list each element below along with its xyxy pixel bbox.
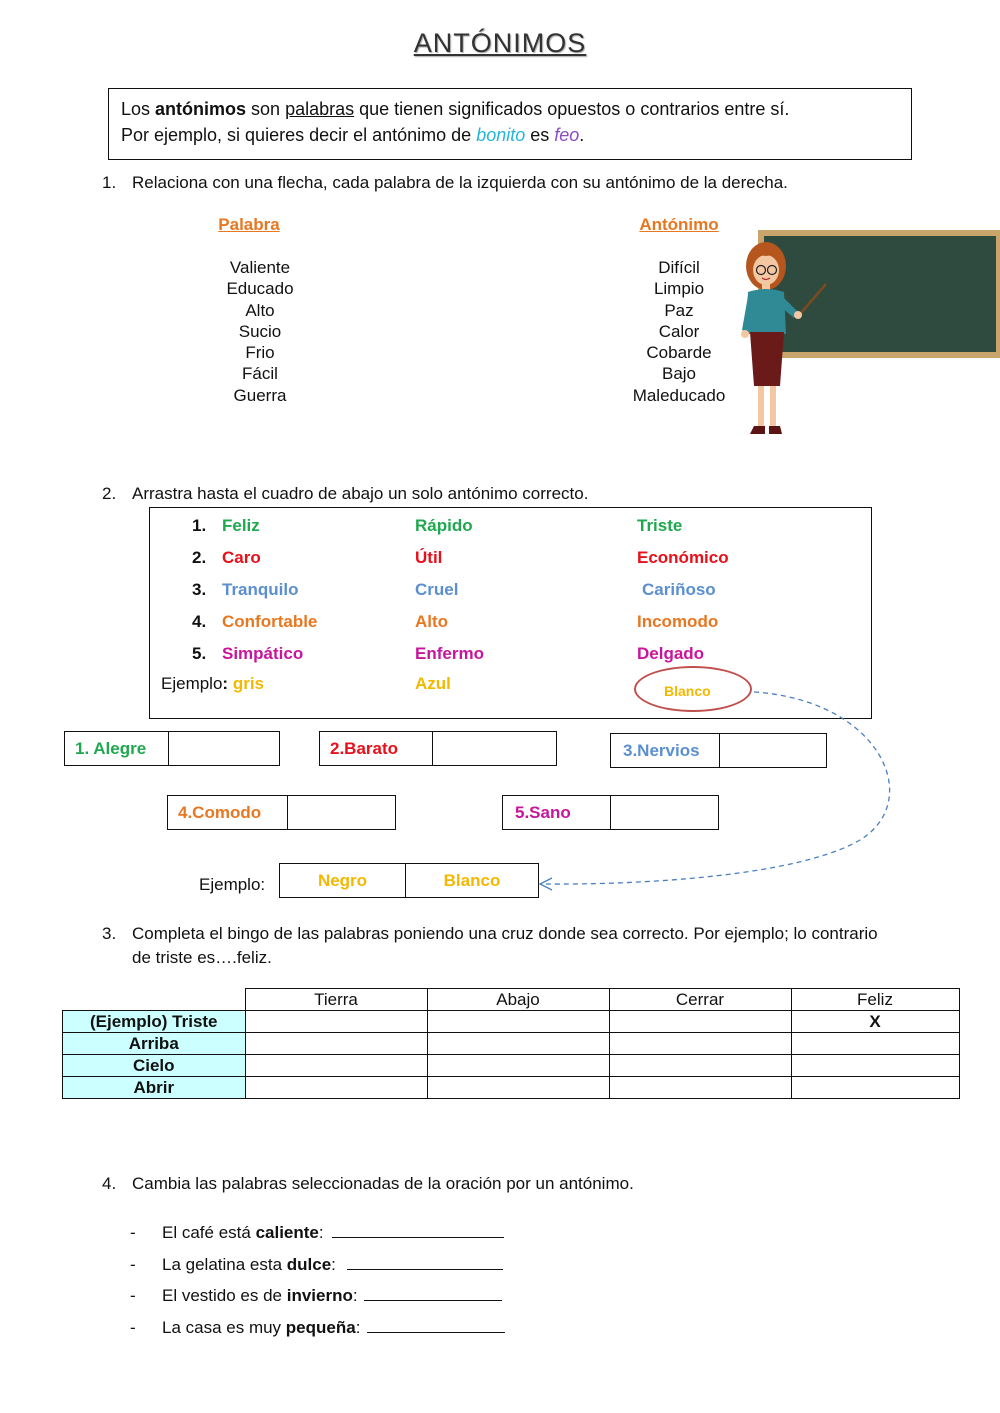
question-4: 4. Cambia las palabras seleccionadas de la oración por un antónimo. <box>102 1174 634 1193</box>
option-word[interactable]: Cariñoso <box>642 580 716 599</box>
example-row: Ejemplo: gris <box>161 674 265 693</box>
bingo-cell[interactable] <box>609 1055 791 1077</box>
answer-example-box <box>279 863 539 898</box>
definition-term: antónimos <box>155 99 247 119</box>
option-word: Tranquilo <box>222 580 299 599</box>
left-word[interactable]: Guerra <box>233 385 287 405</box>
bingo-col-header: Cerrar <box>609 989 791 1011</box>
bingo-col-header: Abajo <box>427 989 609 1011</box>
option-word[interactable]: Alto <box>415 612 449 631</box>
bingo-cell[interactable] <box>427 1033 609 1055</box>
option-row-number: 5. <box>192 644 207 663</box>
definition-box <box>108 88 912 160</box>
bingo-row <box>63 1077 960 1099</box>
left-word[interactable]: Sucio <box>238 321 282 341</box>
bingo-col-header: Feliz <box>791 989 959 1011</box>
right-word[interactable]: Maleducado <box>632 385 726 405</box>
bingo-row-header: (Ejemplo) Triste <box>63 1011 246 1033</box>
bingo-cell[interactable] <box>245 1033 427 1055</box>
answer-box-4 <box>167 795 396 830</box>
example-option-blanco[interactable]: Blanco <box>664 683 711 699</box>
left-word[interactable]: Fácil <box>242 364 278 384</box>
bingo-row <box>63 1033 960 1055</box>
bingo-row-header: Abrir <box>63 1077 246 1099</box>
answer-line-2[interactable] <box>347 1269 503 1270</box>
bingo-cell[interactable] <box>427 1077 609 1099</box>
page-title: ANTÓNIMOS <box>413 28 587 58</box>
option-word[interactable]: Incomodo <box>637 612 719 631</box>
bingo-row-header: Arriba <box>63 1033 246 1055</box>
bingo-cell[interactable] <box>609 1077 791 1099</box>
answer-label-5: 5.Sano <box>503 796 611 829</box>
left-word[interactable]: Valiente <box>229 258 291 277</box>
bingo-row <box>63 1055 960 1077</box>
answer-label-2: 2.Barato <box>320 732 433 765</box>
option-word[interactable]: Rápido <box>415 516 473 535</box>
bingo-cell[interactable] <box>427 1011 609 1033</box>
option-word[interactable]: Económico <box>637 548 729 567</box>
bingo-cell[interactable] <box>609 1033 791 1055</box>
bingo-header-row <box>63 989 960 1011</box>
option-row-number: 2. <box>192 548 207 567</box>
example-drag-arrow <box>530 680 900 900</box>
answer-example-blanco: Blanco <box>443 870 501 890</box>
left-word[interactable]: Alto <box>245 300 275 320</box>
left-word-list <box>180 257 340 406</box>
bingo-cell-marked[interactable]: X <box>791 1011 959 1033</box>
option-word[interactable]: Útil <box>415 548 443 567</box>
question-3: 3. Completa el bingo de las palabras poniendo una cruz donde sea correcto. Por ejemplo; lo contrario de triste es….feliz. <box>102 924 878 967</box>
bingo-cell[interactable] <box>245 1055 427 1077</box>
option-row-number: 4. <box>192 612 207 631</box>
option-word: Feliz <box>222 516 260 535</box>
bingo-cell[interactable] <box>791 1077 959 1099</box>
answer-example-label: Ejemplo: <box>199 875 266 894</box>
answer-line-4[interactable] <box>367 1332 505 1333</box>
right-word[interactable]: Calor <box>658 321 700 341</box>
definition-line-1: Los antónimos son palabras que tienen significados opuestos o contrarios entre sí. <box>121 99 790 119</box>
question-2: 2. Arrastra hasta el cuadro de abajo un solo antónimo correcto. <box>102 484 589 503</box>
right-word[interactable]: Difícil <box>658 258 700 277</box>
option-word[interactable]: Enfermo <box>415 644 484 663</box>
bingo-cell[interactable] <box>245 1077 427 1099</box>
teacher-skirt <box>750 332 784 386</box>
left-word[interactable]: Educado <box>226 279 294 299</box>
answer-box-1 <box>64 731 280 766</box>
answer-line-3[interactable] <box>364 1300 502 1301</box>
answer-box-2 <box>319 731 557 766</box>
palabra-header: Palabra <box>218 215 280 234</box>
bingo-table <box>62 988 960 1099</box>
option-word: Caro <box>222 548 261 567</box>
right-word[interactable]: Cobarde <box>646 343 712 363</box>
definition-line-2: Por ejemplo, si quieres decir el antónimo de bonito es feo. <box>121 125 585 145</box>
bingo-cell[interactable] <box>791 1033 959 1055</box>
example-word-feo: feo <box>554 125 580 145</box>
option-word: Simpático <box>222 644 304 663</box>
right-word[interactable]: Bajo <box>661 364 697 384</box>
chalkboard <box>764 236 996 352</box>
question-1: 1. Relaciona con una flecha, cada palabra de la izquierda con su antónimo de la derecha. <box>102 173 788 192</box>
bingo-row <box>63 1011 960 1033</box>
option-row-number: 1. <box>192 516 207 535</box>
antonimo-header: Antónimo <box>639 215 719 234</box>
answer-label-1: 1. Alegre <box>65 732 169 765</box>
teacher-chalkboard-illustration <box>728 226 1000 440</box>
option-row-number: 3. <box>192 580 207 599</box>
option-word[interactable]: Triste <box>637 516 683 535</box>
left-word[interactable]: Frio <box>245 343 275 363</box>
bingo-cell[interactable] <box>791 1055 959 1077</box>
answer-label-4: 4.Comodo <box>168 796 288 829</box>
answer-line-1[interactable] <box>332 1237 504 1238</box>
right-word[interactable]: Paz <box>664 300 694 320</box>
bingo-cell[interactable] <box>245 1011 427 1033</box>
option-word[interactable]: Cruel <box>415 580 459 599</box>
answer-drop-1[interactable] <box>169 732 279 765</box>
bingo-cell[interactable] <box>609 1011 791 1033</box>
example-option-azul[interactable]: Azul <box>415 674 451 693</box>
example-word-bonito: bonito <box>476 125 526 145</box>
bingo-row-header: Cielo <box>63 1055 246 1077</box>
option-word[interactable]: Delgado <box>637 644 705 663</box>
bingo-col-header: Tierra <box>245 989 427 1011</box>
right-word[interactable]: Limpio <box>653 279 705 299</box>
bingo-cell[interactable] <box>427 1055 609 1077</box>
answer-drop-4[interactable] <box>288 796 395 829</box>
answer-example-negro: Negro <box>280 864 406 897</box>
option-word: Confortable <box>222 612 318 631</box>
answer-label-3: 3.Nervios <box>611 734 720 767</box>
